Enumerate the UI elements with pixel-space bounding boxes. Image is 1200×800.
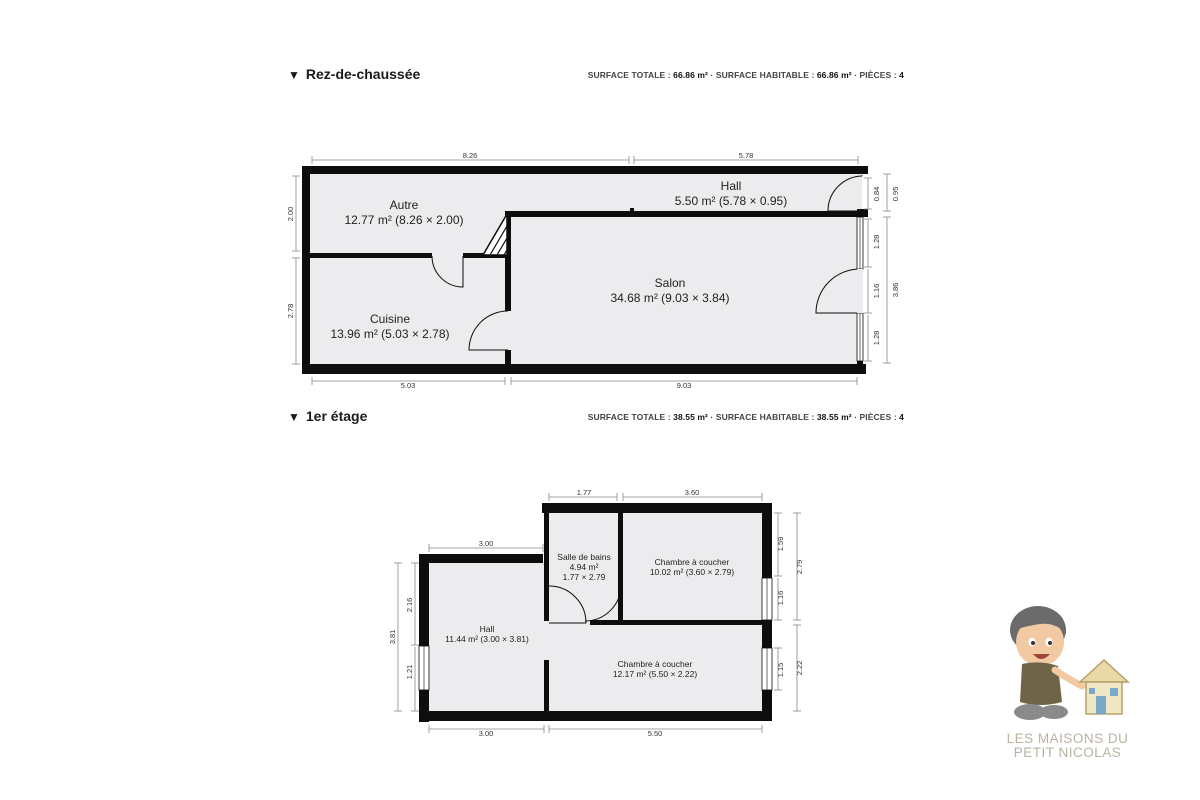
dimension-label: 0.84 [872,186,881,202]
wall [308,253,432,258]
dimension-label: 1.21 [405,664,414,680]
collapse-triangle-icon[interactable]: ▼ [288,68,300,82]
dimension-label: 1.15 [776,662,785,678]
logo-text-line1: LES MAISONS DU [1006,731,1129,746]
dimension-label: 1.28 [872,330,881,346]
wall [419,554,543,563]
room-name: Hall [720,179,742,193]
wall [544,660,549,715]
wall [542,503,772,513]
dimension-label: 2.22 [795,660,804,676]
wall [505,350,511,370]
dimension-label: 2.16 [405,597,414,613]
collapse-triangle-icon[interactable]: ▼ [288,410,300,424]
door-opening [857,269,863,313]
logo-text-line2: PETIT NICOLAS [1013,745,1122,760]
dimension-label: 2.79 [795,559,804,575]
dimension-label: 5.50 [647,729,663,738]
level-title[interactable]: ▼ Rez-de-chaussée [288,66,421,82]
wall [630,208,634,214]
room-name: Cuisine [369,312,411,326]
room-name: Salon [654,276,686,290]
room-area: 10.02 m² (3.60 × 2.79) [649,567,735,577]
room-name: Autre [389,198,419,212]
wall [302,364,866,374]
floor-fill [547,511,765,712]
room-area: 34.68 m² (9.03 × 3.84) [610,291,730,305]
dimension-label: 5.78 [738,151,754,160]
wall [302,166,868,174]
dimension-label: 3.00 [478,729,494,738]
dimension-label: 2.78 [286,303,295,319]
dimension-label: 1.16 [776,590,785,606]
dimension-label: 2.00 [286,206,295,222]
wall [590,620,772,625]
dimension-label: 0.95 [891,186,900,202]
dimension-label: 9.03 [676,381,692,390]
wall [505,211,863,217]
room-area: 12.17 m² (5.50 × 2.22) [612,669,698,679]
wall [544,503,549,621]
room-name: Chambre à coucher [654,557,730,567]
dimension-label: 5.03 [400,381,416,390]
room-area: 4.94 m² [569,562,599,572]
room-name: Hall [479,624,495,634]
dimension-label: 3.60 [684,488,700,497]
dimension-label: 3.00 [478,539,494,548]
room-area: 12.77 m² (8.26 × 2.00) [344,213,464,227]
level-stats: SURFACE TOTALE : 66.86 m² · SURFACE HABITABLE : 66.86 m² · PIÈCES : 4 [587,70,904,80]
wall [302,166,310,374]
dimension-label: 1.77 [576,488,592,497]
room-name: Chambre à coucher [617,659,693,669]
room-area: 11.44 m² (3.00 × 3.81) [445,634,529,644]
boy-with-house-icon [1000,600,1135,730]
dimension-label: 8.26 [462,151,478,160]
dimension-label: 1.16 [872,283,881,299]
level-title[interactable]: ▼ 1er étage [288,408,368,424]
room-area: 5.50 m² (5.78 × 0.95) [674,194,788,208]
wall [419,711,771,721]
room-dims: 1.77 × 2.79 [562,572,606,582]
room-area: 13.96 m² (5.03 × 2.78) [330,327,450,341]
room-name: Salle de bains [557,552,611,562]
dimension-label: 3.86 [891,282,900,298]
brand-logo [1000,600,1135,765]
dimension-label: 1.59 [776,536,785,552]
ground-floor-plan [286,151,900,390]
wall [419,554,429,722]
door-opening [862,176,868,209]
dimension-label: 3.81 [388,629,397,645]
dimension-label: 1.28 [872,234,881,250]
first-floor-plan [388,488,804,738]
level-stats: SURFACE TOTALE : 38.55 m² · SURFACE HABITABLE : 38.55 m² · PIÈCES : 4 [587,412,904,422]
